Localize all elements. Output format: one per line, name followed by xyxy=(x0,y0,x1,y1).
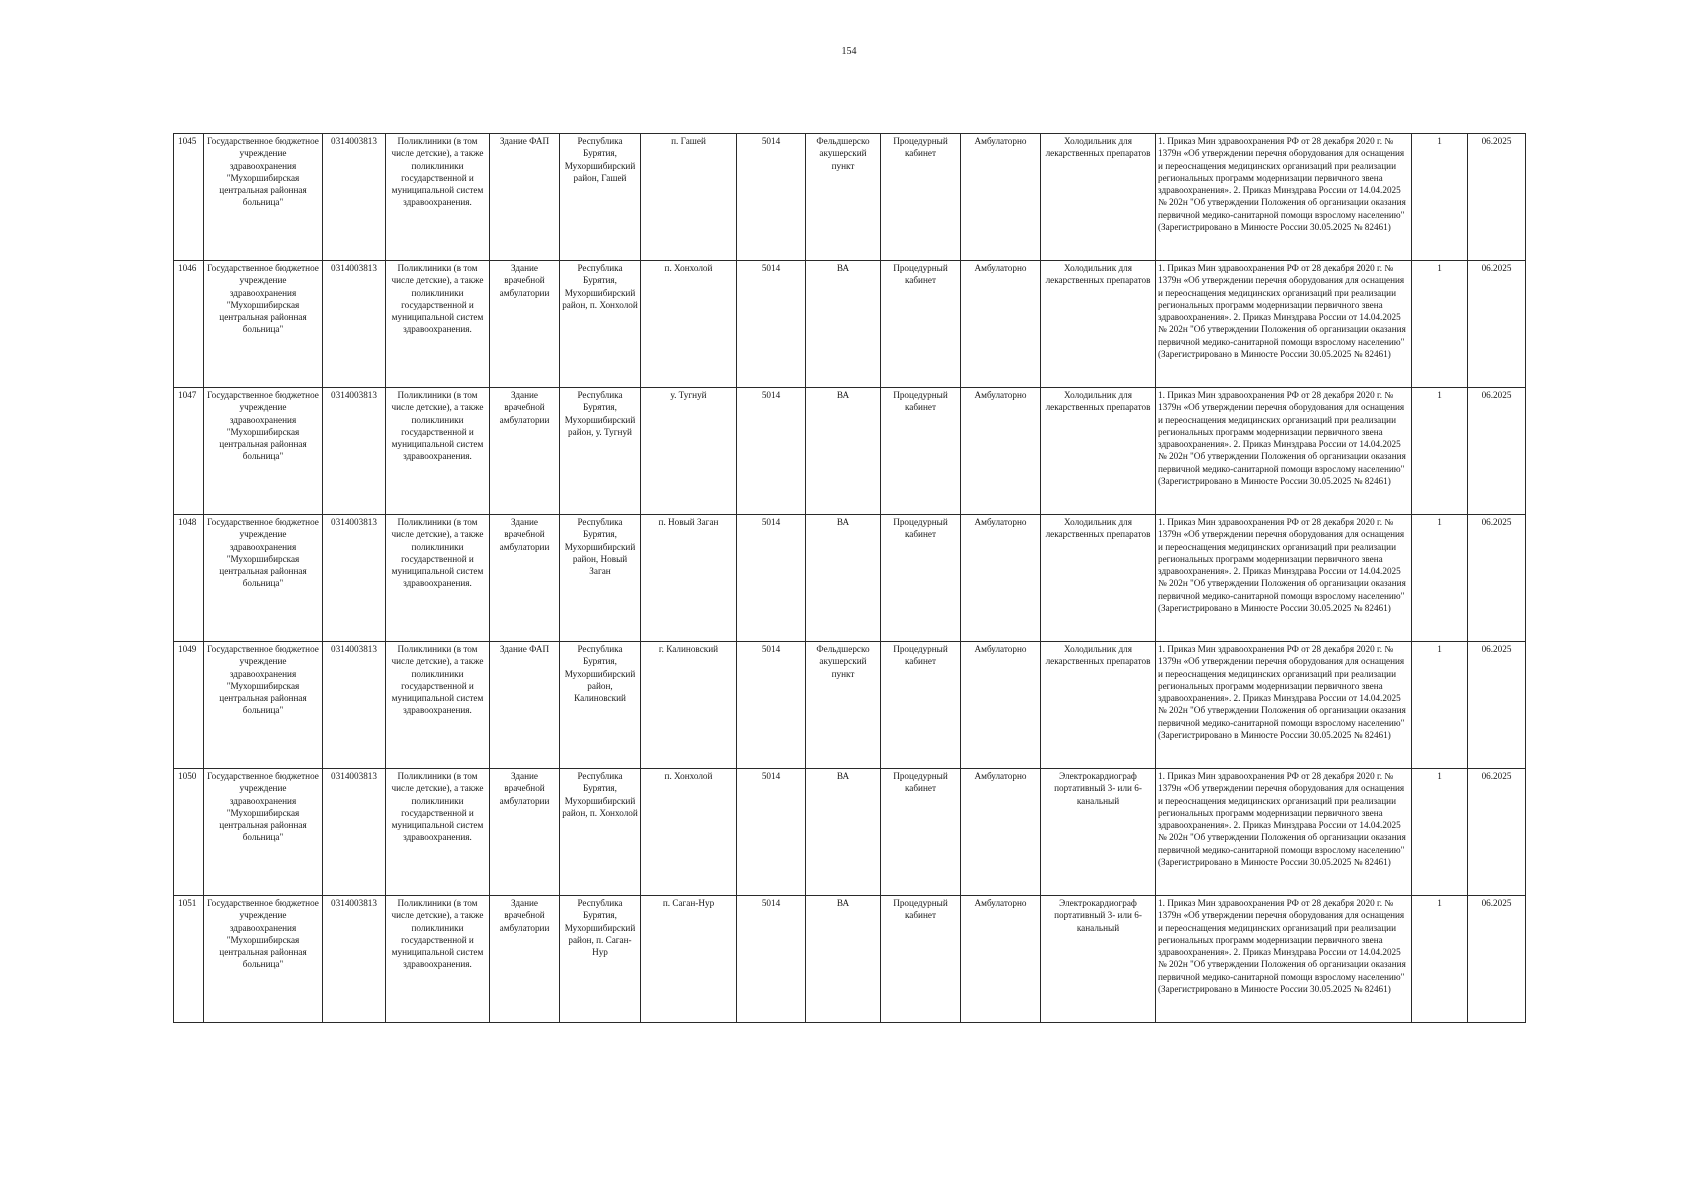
legal-basis-cell: 1. Приказ Мин здравоохранения РФ от 28 декабря 2020 г. № 1379н «Об утверждении перечня оборудования для оснащения и переоснащения медицинских организаций при реализации региональных программ модернизации первичного звена здравоохранения». 2. Приказ Минздрава России от 14.04.2025 № 202н "Об утверждении Положения об организации оказания первичной медико-санитарной помощи взрослому населению" (Зарегистрировано в Минюсте России 30.05.2025 № 82461) xyxy=(1156,896,1412,1023)
care-mode-cell: Амбулаторно xyxy=(961,134,1041,261)
organization-name-cell: Государственное бюджетное учреждение здравоохранения "Мухоршибирская центральная районная больница" xyxy=(204,515,323,642)
unit-name-cell: ВА xyxy=(806,515,881,642)
table-row xyxy=(174,388,1526,515)
table-row xyxy=(174,769,1526,896)
table-row xyxy=(174,261,1526,388)
room-name-cell: Процедурный кабинет xyxy=(881,261,961,388)
inn-code-cell: 0314003813 xyxy=(323,642,386,769)
locality-cell: п. Хонхолой xyxy=(641,261,737,388)
inn-code-cell: 0314003813 xyxy=(323,388,386,515)
unit-name-cell: ВА xyxy=(806,388,881,515)
table-row xyxy=(174,515,1526,642)
code-cell: 5014 xyxy=(737,134,806,261)
locality-cell: п. Новый Заган xyxy=(641,515,737,642)
address-cell: Республика Бурятия, Мухоршибирский район, Гашей xyxy=(560,134,641,261)
quantity-cell: 1 xyxy=(1412,134,1468,261)
inn-code-cell: 0314003813 xyxy=(323,261,386,388)
room-name-cell: Процедурный кабинет xyxy=(881,134,961,261)
address-cell: Республика Бурятия, Мухоршибирский район, п. Хонхолой xyxy=(560,769,641,896)
building-name-cell: Здание врачебной амбулатории xyxy=(490,769,560,896)
address-cell: Республика Бурятия, Мухоршибирский район, п. Хонхолой xyxy=(560,261,641,388)
equipment-name-cell: Холодильник для лекарственных препаратов xyxy=(1041,515,1156,642)
quantity-cell: 1 xyxy=(1412,769,1468,896)
building-name-cell: Здание ФАП xyxy=(490,134,560,261)
unit-name-cell: Фельдшерско акушерский пункт xyxy=(806,134,881,261)
facility-type-cell: Поликлиники (в том числе детские), а также поликлиники государственной и муниципальной систем здравоохранения. xyxy=(386,261,490,388)
table-row xyxy=(174,134,1526,261)
facility-type-cell: Поликлиники (в том числе детские), а также поликлиники государственной и муниципальной систем здравоохранения. xyxy=(386,388,490,515)
page-number: 154 xyxy=(841,46,857,57)
care-mode-cell: Амбулаторно xyxy=(961,896,1041,1023)
legal-basis-cell: 1. Приказ Мин здравоохранения РФ от 28 декабря 2020 г. № 1379н «Об утверждении перечня оборудования для оснащения и переоснащения медицинских организаций при реализации региональных программ модернизации первичного звена здравоохранения». 2. Приказ Минздрава России от 14.04.2025 № 202н "Об утверждении Положения об организации оказания первичной медико-санитарной помощи взрослому населению" (Зарегистрировано в Минюсте России 30.05.2025 № 82461) xyxy=(1156,134,1412,261)
row-number-cell: 1046 xyxy=(174,261,204,388)
delivery-date-cell: 06.2025 xyxy=(1468,642,1526,769)
address-cell: Республика Бурятия, Мухоршибирский район, п. Саган-Нур xyxy=(560,896,641,1023)
room-name-cell: Процедурный кабинет xyxy=(881,896,961,1023)
unit-name-cell: ВА xyxy=(806,896,881,1023)
organization-name-cell: Государственное бюджетное учреждение здравоохранения "Мухоршибирская центральная районная больница" xyxy=(204,896,323,1023)
delivery-date-cell: 06.2025 xyxy=(1468,769,1526,896)
row-number-cell: 1045 xyxy=(174,134,204,261)
equipment-name-cell: Холодильник для лекарственных препаратов xyxy=(1041,261,1156,388)
building-name-cell: Здание врачебной амбулатории xyxy=(490,515,560,642)
row-number-cell: 1049 xyxy=(174,642,204,769)
facility-type-cell: Поликлиники (в том числе детские), а также поликлиники государственной и муниципальной систем здравоохранения. xyxy=(386,134,490,261)
organization-name-cell: Государственное бюджетное учреждение здравоохранения "Мухоршибирская центральная районная больница" xyxy=(204,388,323,515)
locality-cell: п. Хонхолой xyxy=(641,769,737,896)
delivery-date-cell: 06.2025 xyxy=(1468,261,1526,388)
equipment-name-cell: Электрокардиограф портативный 3- или 6-канальный xyxy=(1041,769,1156,896)
equipment-name-cell: Холодильник для лекарственных препаратов xyxy=(1041,642,1156,769)
unit-name-cell: Фельдшерско акушерский пункт xyxy=(806,642,881,769)
care-mode-cell: Амбулаторно xyxy=(961,261,1041,388)
quantity-cell: 1 xyxy=(1412,261,1468,388)
table-row xyxy=(174,642,1526,769)
facility-type-cell: Поликлиники (в том числе детские), а также поликлиники государственной и муниципальной систем здравоохранения. xyxy=(386,515,490,642)
delivery-date-cell: 06.2025 xyxy=(1468,515,1526,642)
address-cell: Республика Бурятия, Мухоршибирский район, Новый Заган xyxy=(560,515,641,642)
address-cell: Республика Бурятия, Мухоршибирский район, у. Тугнуй xyxy=(560,388,641,515)
delivery-date-cell: 06.2025 xyxy=(1468,134,1526,261)
locality-cell: п. Гашей xyxy=(641,134,737,261)
code-cell: 5014 xyxy=(737,515,806,642)
legal-basis-cell: 1. Приказ Мин здравоохранения РФ от 28 декабря 2020 г. № 1379н «Об утверждении перечня оборудования для оснащения и переоснащения медицинских организаций при реализации региональных программ модернизации первичного звена здравоохранения». 2. Приказ Минздрава России от 14.04.2025 № 202н "Об утверждении Положения об организации оказания первичной медико-санитарной помощи взрослому населению" (Зарегистрировано в Минюсте России 30.05.2025 № 82461) xyxy=(1156,388,1412,515)
care-mode-cell: Амбулаторно xyxy=(961,388,1041,515)
room-name-cell: Процедурный кабинет xyxy=(881,642,961,769)
legal-basis-cell: 1. Приказ Мин здравоохранения РФ от 28 декабря 2020 г. № 1379н «Об утверждении перечня оборудования для оснащения и переоснащения медицинских организаций при реализации региональных программ модернизации первичного звена здравоохранения». 2. Приказ Минздрава России от 14.04.2025 № 202н "Об утверждении Положения об организации оказания первичной медико-санитарной помощи взрослому населению" (Зарегистрировано в Минюсте России 30.05.2025 № 82461) xyxy=(1156,261,1412,388)
quantity-cell: 1 xyxy=(1412,642,1468,769)
delivery-date-cell: 06.2025 xyxy=(1468,388,1526,515)
locality-cell: г. Калиновский xyxy=(641,642,737,769)
code-cell: 5014 xyxy=(737,896,806,1023)
care-mode-cell: Амбулаторно xyxy=(961,515,1041,642)
organization-name-cell: Государственное бюджетное учреждение здравоохранения "Мухоршибирская центральная районная больница" xyxy=(204,134,323,261)
delivery-date-cell: 06.2025 xyxy=(1468,896,1526,1023)
building-name-cell: Здание врачебной амбулатории xyxy=(490,896,560,1023)
quantity-cell: 1 xyxy=(1412,388,1468,515)
room-name-cell: Процедурный кабинет xyxy=(881,515,961,642)
legal-basis-cell: 1. Приказ Мин здравоохранения РФ от 28 декабря 2020 г. № 1379н «Об утверждении перечня оборудования для оснащения и переоснащения медицинских организаций при реализации региональных программ модернизации первичного звена здравоохранения». 2. Приказ Минздрава России от 14.04.2025 № 202н "Об утверждении Положения об организации оказания первичной медико-санитарной помощи взрослому населению" (Зарегистрировано в Минюсте России 30.05.2025 № 82461) xyxy=(1156,769,1412,896)
legal-basis-cell: 1. Приказ Мин здравоохранения РФ от 28 декабря 2020 г. № 1379н «Об утверждении перечня оборудования для оснащения и переоснащения медицинских организаций при реализации региональных программ модернизации первичного звена здравоохранения». 2. Приказ Минздрава России от 14.04.2025 № 202н "Об утверждении Положения об организации оказания первичной медико-санитарной помощи взрослому населению" (Зарегистрировано в Минюсте России 30.05.2025 № 82461) xyxy=(1156,642,1412,769)
inn-code-cell: 0314003813 xyxy=(323,769,386,896)
quantity-cell: 1 xyxy=(1412,896,1468,1023)
care-mode-cell: Амбулаторно xyxy=(961,642,1041,769)
facility-type-cell: Поликлиники (в том числе детские), а также поликлиники государственной и муниципальной систем здравоохранения. xyxy=(386,769,490,896)
locality-cell: п. Саган-Нур xyxy=(641,896,737,1023)
care-mode-cell: Амбулаторно xyxy=(961,769,1041,896)
row-number-cell: 1048 xyxy=(174,515,204,642)
code-cell: 5014 xyxy=(737,388,806,515)
address-cell: Республика Бурятия, Мухоршибирский район, Калиновский xyxy=(560,642,641,769)
legal-basis-cell: 1. Приказ Мин здравоохранения РФ от 28 декабря 2020 г. № 1379н «Об утверждении перечня оборудования для оснащения и переоснащения медицинских организаций при реализации региональных программ модернизации первичного звена здравоохранения». 2. Приказ Минздрава России от 14.04.2025 № 202н "Об утверждении Положения об организации оказания первичной медико-санитарной помощи взрослому населению" (Зарегистрировано в Минюсте России 30.05.2025 № 82461) xyxy=(1156,515,1412,642)
locality-cell: у. Тугнуй xyxy=(641,388,737,515)
quantity-cell: 1 xyxy=(1412,515,1468,642)
code-cell: 5014 xyxy=(737,261,806,388)
organization-name-cell: Государственное бюджетное учреждение здравоохранения "Мухоршибирская центральная районная больница" xyxy=(204,642,323,769)
row-number-cell: 1050 xyxy=(174,769,204,896)
building-name-cell: Здание ФАП xyxy=(490,642,560,769)
code-cell: 5014 xyxy=(737,769,806,896)
inn-code-cell: 0314003813 xyxy=(323,896,386,1023)
building-name-cell: Здание врачебной амбулатории xyxy=(490,261,560,388)
row-number-cell: 1047 xyxy=(174,388,204,515)
equipment-name-cell: Электрокардиограф портативный 3- или 6-канальный xyxy=(1041,896,1156,1023)
code-cell: 5014 xyxy=(737,642,806,769)
room-name-cell: Процедурный кабинет xyxy=(881,388,961,515)
facility-type-cell: Поликлиники (в том числе детские), а также поликлиники государственной и муниципальной систем здравоохранения. xyxy=(386,896,490,1023)
unit-name-cell: ВА xyxy=(806,261,881,388)
row-number-cell: 1051 xyxy=(174,896,204,1023)
inn-code-cell: 0314003813 xyxy=(323,515,386,642)
inn-code-cell: 0314003813 xyxy=(323,134,386,261)
room-name-cell: Процедурный кабинет xyxy=(881,769,961,896)
equipment-name-cell: Холодильник для лекарственных препаратов xyxy=(1041,134,1156,261)
table-row xyxy=(174,896,1526,1023)
building-name-cell: Здание врачебной амбулатории xyxy=(490,388,560,515)
organization-name-cell: Государственное бюджетное учреждение здравоохранения "Мухоршибирская центральная районная больница" xyxy=(204,769,323,896)
equipment-name-cell: Холодильник для лекарственных препаратов xyxy=(1041,388,1156,515)
organization-name-cell: Государственное бюджетное учреждение здравоохранения "Мухоршибирская центральная районная больница" xyxy=(204,261,323,388)
equipment-table xyxy=(173,133,1526,1023)
facility-type-cell: Поликлиники (в том числе детские), а также поликлиники государственной и муниципальной систем здравоохранения. xyxy=(386,642,490,769)
unit-name-cell: ВА xyxy=(806,769,881,896)
